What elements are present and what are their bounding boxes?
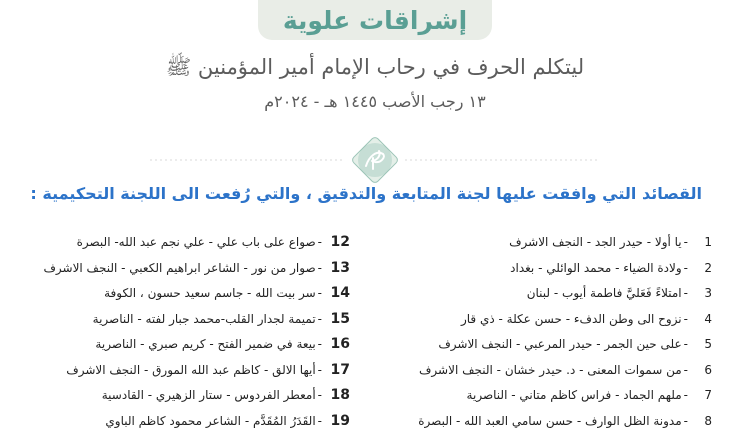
list-item: 12 - صواع على باب علي - علي نجم عبد الله- البصرة	[20, 230, 350, 256]
page-title: إشراقات علوية	[283, 6, 467, 35]
list-item: 18 - أمعطر الفردوس - ستار الزهيري - القادسية	[20, 383, 350, 409]
section-divider	[0, 130, 750, 190]
list-item: 15 - تميمة لجدار القلب-محمد جبار لفته - الناصرية	[20, 307, 350, 333]
ali-calligraphy-emblem-icon	[351, 136, 399, 184]
list-item: 16 - بيعة في ضمير الفتح - كريم صبري - الناصرية	[20, 332, 350, 358]
list-item: 14 - سر بيت الله - جاسم سعيد حسون ، الكوفة	[20, 281, 350, 307]
list-item: 3 - امتلاءً فَعَليَّ فاطمة أيوب - لبنان	[382, 281, 712, 307]
section-heading: القصائد التي وافقت عليها لجنة المتابعة والتدقيق ، والتي رُفعت الى اللجنة التحكيمية :	[42, 184, 702, 203]
list-item: 1 - يا أولا - حيدر الجد - النجف الاشرف	[382, 230, 712, 256]
event-date: ١٣ رجب الأصب ١٤٤٥ هـ - ٢٠٢٤م	[0, 92, 750, 111]
list-item: 8 - مدونة الظل الوارف - حسن سامي العبد الله - البصرة	[382, 409, 712, 434]
list-item: 7 - ملهم الجماد - فراس كاظم متاني - الناصرية	[382, 383, 712, 409]
list-item: 19 - القَدَرُ المُقَدَّم - الشاعر محمود كاظم الباوي	[20, 409, 350, 434]
list-item: 5 - على حين الجمر - حيدر المرعبي - النجف الاشرف	[382, 332, 712, 358]
list-item: 6 - من سموات المعنى - د. حيدر خشان - النجف الاشرف	[382, 358, 712, 384]
list-item: 17 - أيها الالق - كاظم عبد الله المورق - النجف الاشرف	[20, 358, 350, 384]
list-item: 4 - نزوح الى وطن الدفء - حسن عكلة - ذي قار	[382, 307, 712, 333]
title-banner	[258, 0, 492, 40]
poems-list-right	[382, 230, 712, 434]
list-item: 2 - ولادة الضياء - محمد الوائلي - بغداد	[382, 256, 712, 282]
list-item: 13 - صوار من نور - الشاعر ابراهيم الكعبي - النجف الاشرف	[20, 256, 350, 282]
subtitle: ليتكلم الحرف في رحاب الإمام أمير المؤمنين ﷺ	[0, 54, 750, 85]
poems-list-left	[20, 230, 350, 434]
